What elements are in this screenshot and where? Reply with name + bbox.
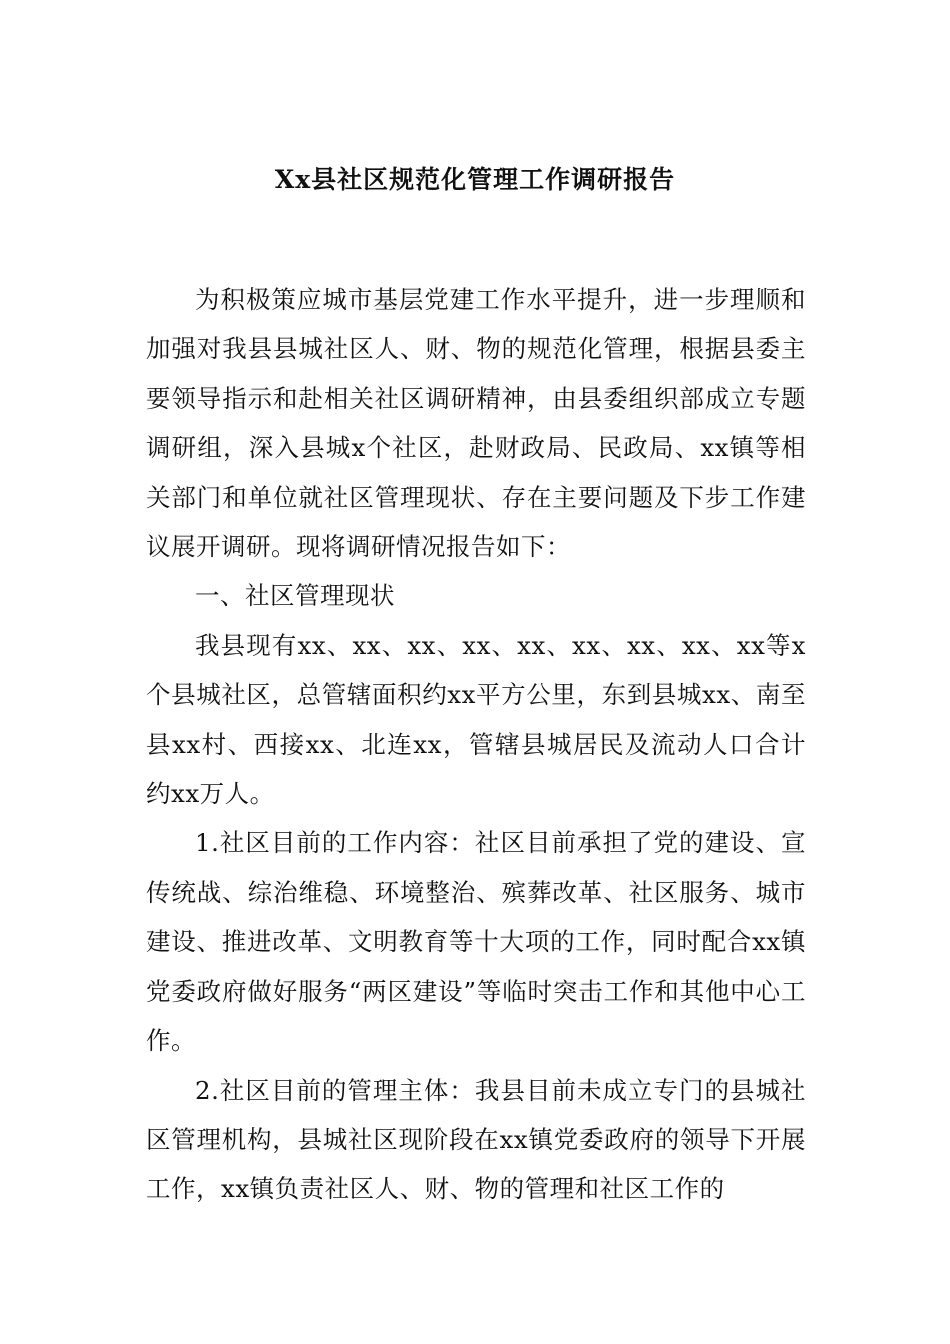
intro-paragraph: 为积极策应城市基层党建工作水平提升，进一步理顺和加强对我县县城社区人、财、物的规范化管理，根据县委主要领导指示和赴相关社区调研精神，由县委组织部成立专题调研组，深入县城x个社区，赴财政局、民政局、xx镇等相关部门和单位就社区管理现状、存在主要问题及下步工作建议展开调研。现将调研情况报告如下： [146,285,806,562]
section-heading-1: 一、社区管理现状 [195,581,395,611]
document-title: Xx县社区规范化管理工作调研报告 [274,165,676,194]
document-body [146,275,806,1214]
work-content-paragraph: 1.社区目前的工作内容：社区目前承担了党的建设、宣传统战、综治维稳、环境整治、殡葬改革、社区服务、城市建设、推进改革、文明教育等十大项的工作，同时配合xx镇党委政府做好服务“两区建设”等临时突击工作和其他中心工作。 [146,828,806,1056]
management-subject-paragraph: 2.社区目前的管理主体：我县目前未成立专门的县城社区管理机构，县城社区现阶段在xx镇党委政府的领导下开展工作，xx镇负责社区人、财、物的管理和社区工作的 [146,1075,806,1204]
overview-paragraph: 我县现有xx、xx、xx、xx、xx、xx、xx、xx、xx等x个县城社区，总管辖面积约xx平方公里，东到县城xx、南至县xx村、西接xx、北连xx，管辖县城居民及流动人口合计约xx万人。 [146,630,806,809]
